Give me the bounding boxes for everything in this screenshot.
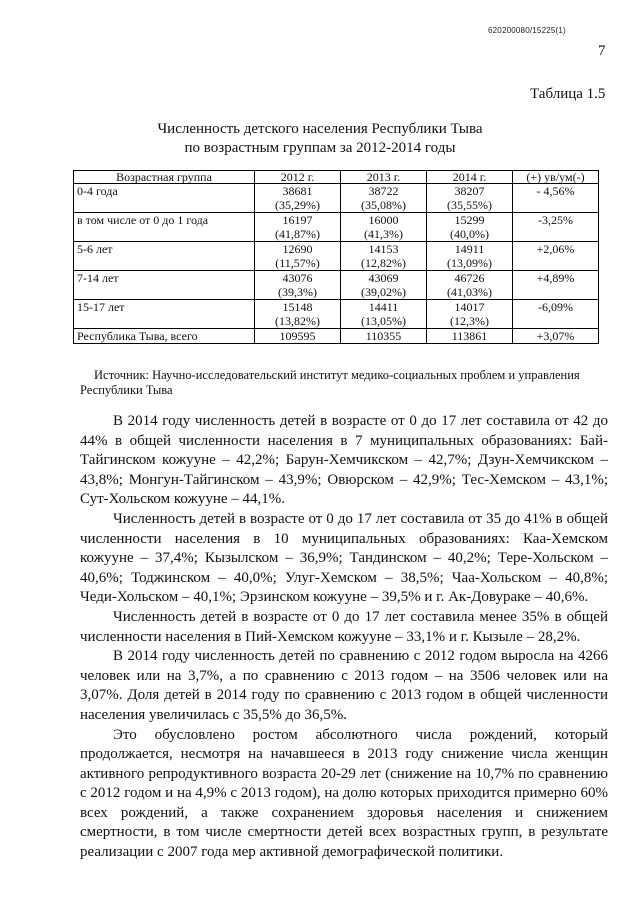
cell-2013 — [341, 271, 427, 300]
value: 46726 — [454, 271, 485, 285]
percent: (41,87%) — [275, 227, 320, 241]
paragraph: Численность детей в возрасте от 0 до 17 лет составила от 35 до 41% в общей численности населения в 10 муниципальных образованиях: Каа-Хемском кожууне – 37,4%; Кызылском – 36,9%; Тандинском – 40,2%; Тере-Хольском –40,6%; Тоджинском – 40,0%; Улуг-Хемском – 38,5%; Чаа-Хольском – 40,8%; Чеди-Хольском – 40,1%; Эрзинском кожууне – 39,5% и г. Ак-Довураке – 40,6%. — [80, 510, 608, 606]
percent: (13,05%) — [361, 314, 406, 328]
percent: (40,0%) — [450, 227, 489, 241]
table-row — [74, 242, 599, 271]
percent: (41,3%) — [364, 227, 403, 241]
paragraph: В 2014 году численность детей в возрасте от 0 до 17 лет составила от 42 до 44% в общей численности населения в 7 муниципальных образованиях: Бай-Тайгинском кожууне – 42,2%; Барун-Хемчикском – 42,7%; Дзун-Хемчикском – 43,8%; Монгун-Тайгинском – 43,9%; Овюрском – 42,9%; Тес-Хемском – 43,1%; Сут-Хольском кожууне – 44,1%. — [80, 413, 608, 508]
paragraph: Это обусловлено ростом абсолютного числа рождений, который продолжается, несмотря на начавшееся в 2013 году снижение числа женщин активного репродуктивного возраста 20-29 лет (снижение на 10,7% по сравнению с 2012 годом и на 4,9% с 2013 годом), на долю которых приходится примерно 60% всех рождений, а также сохранением здоровья населения и снижением смертности, в том числе смертности детей всех возрастных групп, в результате реализации с 2007 года мер активной демографической политики. — [80, 726, 608, 861]
cell-change: +4,89% — [513, 271, 599, 300]
document-id: 620200080/15225(1) — [488, 26, 566, 35]
table-row — [74, 184, 599, 213]
cell-group: в том числе от 0 до 1 года — [74, 213, 255, 242]
value: 43076 — [282, 271, 313, 285]
value: 12690 — [282, 242, 313, 256]
table-title-line-1: Численность детского населения Республики Тыва — [157, 121, 483, 137]
page-number: 7 — [598, 43, 606, 59]
cell-2012 — [255, 184, 341, 213]
table-header-row — [74, 171, 599, 184]
cell-2012 — [255, 271, 341, 300]
header-age-group: Возрастная группа — [74, 171, 255, 184]
table-total-row — [74, 329, 599, 344]
source-line-2: Республики Тыва — [80, 383, 173, 397]
header-change: (+) ув/ум(-) — [513, 171, 599, 184]
paragraph: Численность детей в возрасте от 0 до 17 лет составила менее 35% в общей численности населения в Пий-Хемском кожууне – 33,1% и г. Кызыле – 28,2%. — [80, 608, 608, 645]
value: 16197 — [282, 213, 313, 227]
cell-change: - 4,56% — [513, 184, 599, 213]
cell-change: +2,06% — [513, 242, 599, 271]
percent: (35,29%) — [275, 198, 320, 212]
cell-2014 — [427, 213, 513, 242]
value: 38207 — [454, 184, 485, 198]
cell-change: -6,09% — [513, 300, 599, 329]
cell-2014 — [427, 271, 513, 300]
cell-change: +3,07% — [513, 329, 599, 344]
table-title — [0, 120, 640, 158]
source-note — [80, 368, 614, 398]
cell-group: 15-17 лет — [74, 300, 255, 329]
value: 43069 — [368, 271, 399, 285]
percent: (41,03%) — [447, 285, 492, 299]
cell-2012 — [255, 213, 341, 242]
cell-2012: 109595 — [255, 329, 341, 344]
cell-2014 — [427, 300, 513, 329]
population-table — [73, 170, 599, 344]
value: 16000 — [368, 213, 399, 227]
percent: (13,82%) — [275, 314, 320, 328]
cell-group: 7-14 лет — [74, 271, 255, 300]
percent: (35,55%) — [447, 198, 492, 212]
value: 15299 — [454, 213, 485, 227]
table-row — [74, 271, 599, 300]
source-line-1: Источник: Научно-исследовательский институт медико-социальных проблем и управления — [94, 368, 580, 382]
value: 14911 — [454, 242, 485, 256]
header-2013: 2013 г. — [341, 171, 427, 184]
cell-2013 — [341, 300, 427, 329]
percent: (12,3%) — [450, 314, 489, 328]
percent: (35,08%) — [361, 198, 406, 212]
cell-2012 — [255, 242, 341, 271]
cell-2014 — [427, 242, 513, 271]
header-2014: 2014 г. — [427, 171, 513, 184]
value: 38722 — [368, 184, 399, 198]
value: 38681 — [282, 184, 313, 198]
cell-group: 0-4 года — [74, 184, 255, 213]
header-2012: 2012 г. — [255, 171, 341, 184]
table-row — [74, 213, 599, 242]
cell-group: Республика Тыва, всего — [74, 329, 255, 344]
table-label: Таблица 1.5 — [530, 86, 606, 102]
paragraph: В 2014 году численность детей по сравнению с 2012 годом выросла на 4266 человек или на 3,7%, а по сравнению с 2013 годом – на 3506 человек или на 3,07%. Доля детей в 2014 году по сравнению с 2013 годом в общей численности населения увеличилась с 35,5% до 36,5%. — [80, 648, 608, 723]
value: 14153 — [368, 242, 399, 256]
value: 15148 — [282, 300, 313, 314]
percent: (12,82%) — [361, 256, 406, 270]
percent: (39,3%) — [278, 285, 317, 299]
table-row — [74, 300, 599, 329]
cell-2013 — [341, 184, 427, 213]
cell-2013: 110355 — [341, 329, 427, 344]
cell-2013 — [341, 213, 427, 242]
cell-2012 — [255, 300, 341, 329]
value: 14017 — [454, 300, 485, 314]
percent: (11,57%) — [275, 256, 320, 270]
percent: (39,02%) — [361, 285, 406, 299]
cell-2014 — [427, 184, 513, 213]
value: 14411 — [368, 300, 399, 314]
table-title-line-2: по возрастным группам за 2012-2014 годы — [184, 140, 456, 156]
cell-change: -3,25% — [513, 213, 599, 242]
cell-2014: 113861 — [427, 329, 513, 344]
body-text — [80, 412, 608, 863]
percent: (13,09%) — [447, 256, 492, 270]
cell-group: 5-6 лет — [74, 242, 255, 271]
cell-2013 — [341, 242, 427, 271]
